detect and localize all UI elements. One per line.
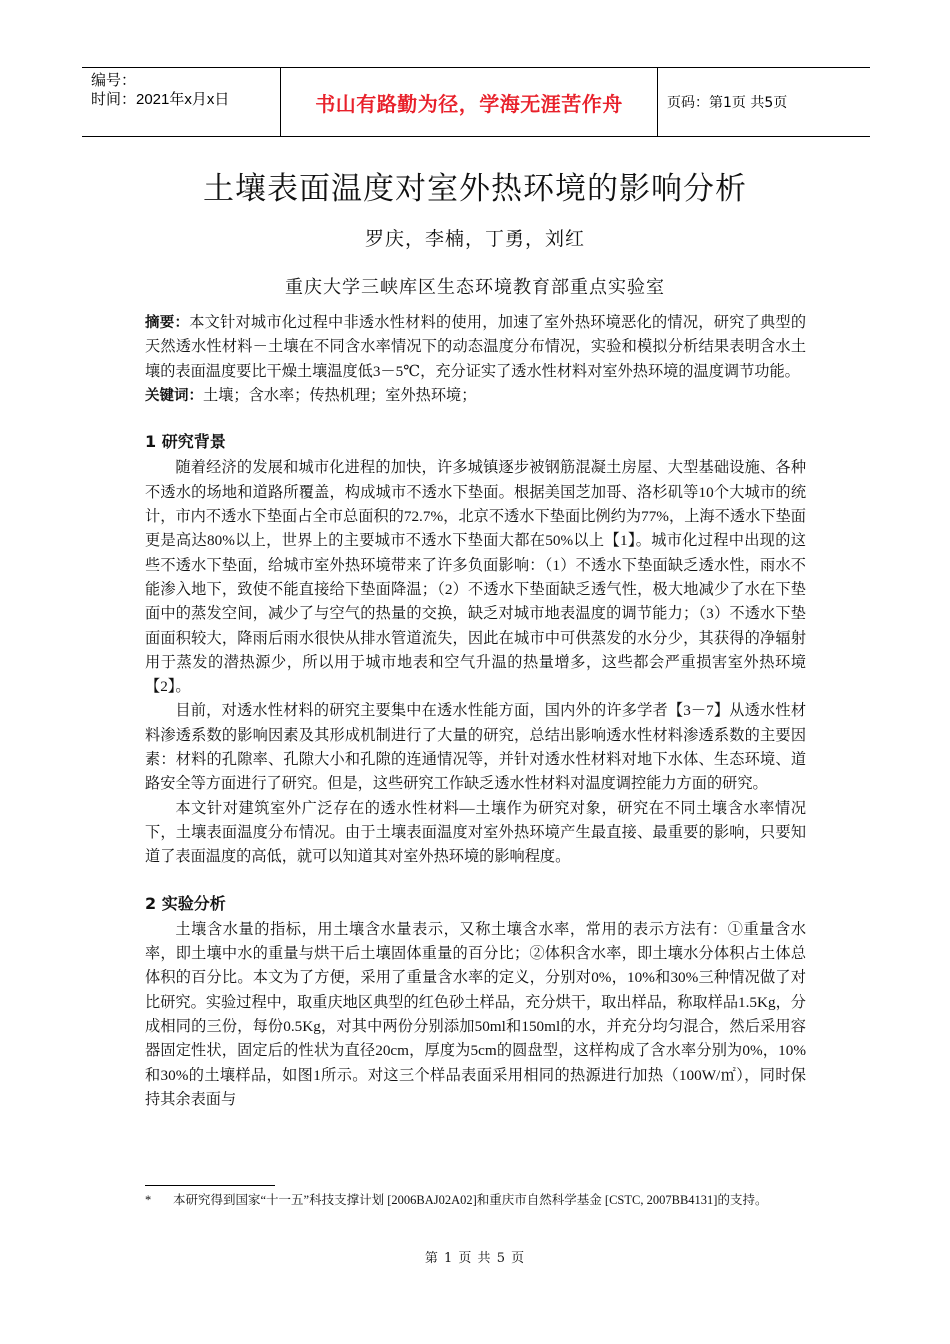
footnote-divider bbox=[145, 1185, 275, 1186]
header-table bbox=[82, 67, 870, 137]
section-heading-background: 1 研究背景 bbox=[145, 432, 226, 452]
paper-title: 土壤表面温度对室外热环境的影响分析 bbox=[203, 171, 747, 207]
paragraph: 目前，对透水性材料的研究主要集中在透水性能方面，国内外的许多学者【3－7】从透水性材料渗透系数的影响因素及其形成机制进行了大量的研究，总结出影响透水性材料渗透系数的主要因素：材料的孔隙率、孔隙大小和孔隙的连通情况等，并针对透水性材料对地下水体、生态环境、道路安全等方面进行了研究。但是，这些研究工作缺乏透水性材料对温度调控能力方面的研究。 bbox=[145, 702, 806, 793]
page-footer: 第 1 页 共 5 页 bbox=[424, 1251, 526, 1266]
abstract-text: 本文针对城市化过程中非透水性材料的使用，加速了室外热环境恶化的情况，研究了典型的天然透水性材料－土壤在不同含水率情况下的动态温度分布情况，实验和模拟分析结果表明含水土壤的表面温度要比干燥土壤温度低3－5℃，充分证实了透水性材料对室外热环境的温度调节功能。 bbox=[145, 314, 807, 380]
keywords-label: 关键词： bbox=[145, 387, 203, 404]
header-meta bbox=[82, 68, 280, 136]
paper-body bbox=[145, 311, 806, 1112]
keywords-text: 土壤；含水率；传热机理；室外热环境； bbox=[203, 386, 477, 404]
footnote-mark: * bbox=[145, 1193, 152, 1207]
header-slogan: 书山有路勤为径，学海无涯苦作舟 bbox=[280, 68, 658, 136]
footnote-text: 本研究得到国家“十一五”科技支撑计划 [2006BAJ02A02]和重庆市自然科学基金 [CSTC, 2007BB4131]的支持。 bbox=[173, 1193, 768, 1207]
paper-authors: 罗庆，李楠，丁勇，刘红 bbox=[364, 228, 585, 250]
footnote bbox=[145, 1191, 806, 1210]
document-number-label: 编号： bbox=[91, 72, 137, 89]
paragraph: 土壤含水量的指标，用土壤含水量表示，又称土壤含水率，常用的表示方法有：①重量含水率，即土壤中水的重量与烘干后土壤固体重量的百分比；②体积含水率，即土壤水分体积占土体总体积的百分比。本文为了方便，采用了重量含水率的定义，分别对0%，10%和30%三种情况做了对比研究。实验过程中，取重庆地区典型的红色砂土样品，充分烘干，取出样品，称取样品1.5Kg，分成相同的三份，每份0.5Kg，对其中两份分别添加50ml和150ml的水，并充分均匀混合，然后采用容器固定性状，固定后的性状为直径20cm，厚度为5cm的圆盘型，这样构成了含水率分别为0%，10%和30%的土壤样品，如图1所示。对这三个样品表面采用相同的热源进行加热（100W/㎡），同时保持其余表面与 bbox=[145, 920, 806, 1108]
keywords bbox=[145, 384, 806, 408]
paragraph: 随着经济的发展和城市化进程的加快，许多城镇逐步被钢筋混凝土房屋、大型基础设施、各种不透水的场地和道路所覆盖，构成城市不透水下垫面。根据美国芝加哥、洛杉矶等10个大城市的统计，市内不透水下垫面占全市总面积的72.7%，北京不透水下垫面比例约为77%，上海不透水下垫面更是高达80%以上，世界上的主要城市不透水下垫面大都在50%以上【1】。城市化过程中出现的这些不透水下垫面，给城市室外热环境带来了许多负面影响：（1）不透水下垫面缺乏透水性，雨水不能渗入地下，致使不能直接给下垫面降温；（2）不透水下垫面缺乏透气性，极大地减少了水在下垫面中的蒸发空间，减少了与空气的热量的交换，缺乏对城市地表温度的调节能力；（3）不透水下垫面面积较大，降雨后雨水很快从排水管道流失，因此在城市中可供蒸发的水分少，其获得的净辐射用于蒸发的潜热源少，所以用于城市地表和空气升温的热量增多，这些都会严重损害室外热环境【2】。 bbox=[145, 459, 806, 696]
paper-affiliation: 重庆大学三峡库区生态环境教育部重点实验室 bbox=[285, 277, 665, 298]
section-heading-experiment: 2 实验分析 bbox=[145, 893, 226, 913]
document-date: 时间：2021年x月x日 bbox=[91, 91, 230, 108]
abstract bbox=[145, 311, 806, 384]
paragraph: 本文针对建筑室外广泛存在的透水性材料—土壤作为研究对象，研究在不同土壤含水率情况下，土壤表面温度分布情况。由于土壤表面温度对室外热环境产生最直接、最重要的影响，只要知道了表面温度的高低，就可以知道其对室外热环境的影响程度。 bbox=[145, 799, 806, 866]
header-page-info: 页码：第1页 共5页 bbox=[667, 95, 788, 111]
abstract-label: 摘要： bbox=[145, 315, 190, 331]
